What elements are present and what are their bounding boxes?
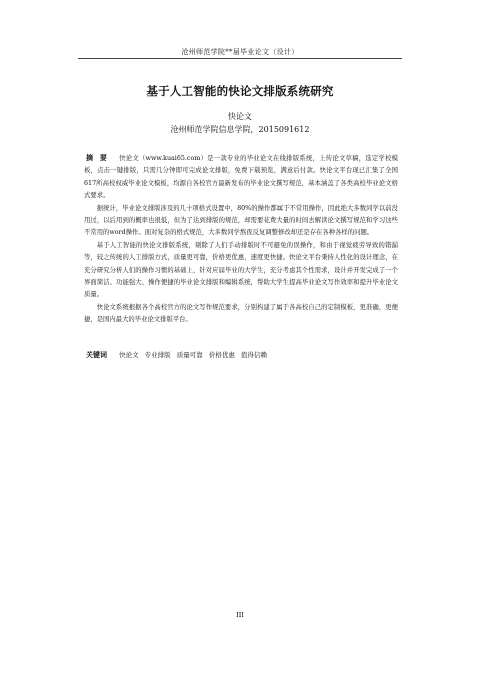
abstract-paragraph-text: 快论文（www.kuai65.com）是一款专业的毕业论文在线排版系统，上传论文草稿，选定学校模板，点击一键排版，只需几分钟即可完成论文排版，免费下载预览，满意后付款。快论文平台现已汇集了全国617所高校权威毕业论文模板，均源自各校官方最新发布的毕业论文撰写规范，基本涵盖了各类高校毕业论文格式要求。 [84, 155, 399, 200]
keyword-item: 专业排版 [144, 351, 171, 359]
abstract-paragraph: 快论文系统根据各个高校官方的论文写作规范要求，分别构建了属于各高校自己的定制模板，更准确，更便捷，是国内最大的毕业论文排版平台。 [84, 303, 398, 324]
author-name: 快论文 [228, 112, 252, 121]
abstract-label: 摘 要 [86, 154, 110, 162]
author-affiliation: 沧州师范学院信息学院，2015091612 [170, 125, 310, 134]
keyword-item: 价格优惠 [208, 351, 235, 359]
page-number: III [236, 611, 244, 619]
paper-title: 基于人工智能的快论文排版系统研究 [146, 84, 334, 98]
abstract-paragraph: 基于人工智能的快论文排版系统，剔除了人们手动排版时不可避免的误操作，和由于视觉疲劳导致的错漏等，较之传统的人工排版方式，质量更可靠，价格更优惠，速度更快捷。快论文平台秉持人性化的设计理念，在充分研究分析人们的操作习惯的基础上，针对应届毕业的大学生，充分考虑其个性需求，设计并开发完成了一个界面简洁、功能强大、操作便捷的毕业论文排版和编辑系统，帮助大学生提高毕业论文写作效率和提升毕业论文质量。 [84, 241, 398, 299]
running-header: 沧州师范学院**届毕业论文（设计） [181, 48, 299, 56]
keyword-item: 值得信赖 [240, 351, 267, 359]
keyword-item: 快论文 [119, 351, 139, 359]
keywords-label: 关键词 [86, 351, 107, 359]
keywords-section [86, 350, 398, 360]
abstract-section [84, 152, 398, 327]
abstract-paragraph [84, 152, 398, 203]
header-rule [78, 58, 402, 59]
keyword-item: 质量可靠 [176, 351, 203, 359]
abstract-paragraph: 据统计，毕业论文排版涉及的几十项格式设置中，80%的操作都属于不常用操作，因此绝大多数同学以前没用过，以后用到的概率也很低，但为了达到排版的规范，却需要花费大量的时间去解读论文撰写规范和学习这些不常用的word操作。面对复杂的格式规范，大多数同学熬夜反复调整修改却还是存在各种各样的问题。 [84, 204, 398, 237]
